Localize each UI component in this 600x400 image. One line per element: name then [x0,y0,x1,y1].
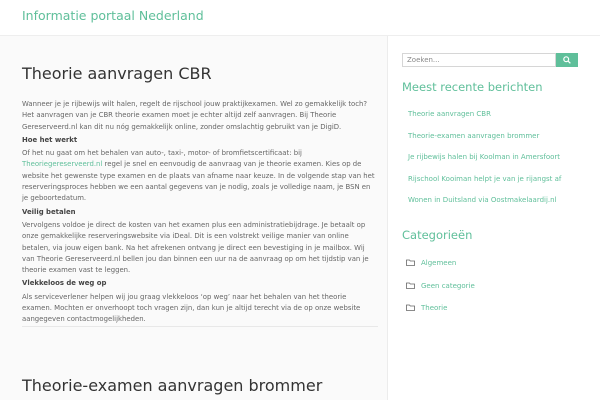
search-form [402,53,578,67]
recent-posts-list [408,110,592,218]
recent-post-item[interactable] [408,132,592,154]
main-content [0,36,388,400]
recent-post-link[interactable]: Je rijbewijs halen bij Koolman in Amersfoort [408,153,561,161]
category-link[interactable]: Algemeen [421,259,457,267]
recent-post-link[interactable]: Wonen in Duitsland via Oostmakelaardij.nl [408,196,557,204]
text-segment: Of het nu gaat om het behalen van auto-, taxi-, motor- of bromfietscertificaat: bij [22,149,302,158]
category-link[interactable]: Geen categorie [421,281,475,290]
paragraph-how-it-works [22,148,378,204]
heading-hoe-het-werkt: Hoe het werkt [22,135,78,144]
categories-title: Categorieën [402,228,473,242]
post2-title[interactable]: Theorie-examen aanvragen brommer [22,376,323,395]
site-title-link[interactable]: Informatie portaal Nederland [22,8,204,23]
recent-posts-title: Meest recente berichten [402,80,543,94]
recent-post-link[interactable]: Rijschool Kooiman helpt je van je rijangst af [408,174,562,183]
theoriegereserveerd-link[interactable]: Theoriegereserveerd.nl [22,160,103,169]
category-item[interactable] [406,259,590,282]
site-header [0,0,600,36]
recent-post-item[interactable] [408,175,592,197]
paragraph-service: Als serviceverlener helpen wij jou graag vlekkeloos ‘op weg’ naar het behalen van het theorie examen. Mochten er onverhoopt toch vragen zijn, dan kun je altijd terecht via de op onze website aangegeven contactmogelijkheden. [22,292,361,324]
folder-icon [406,282,415,289]
folder-icon [406,304,415,311]
folder-icon [406,259,415,266]
post-title[interactable]: Theorie aanvragen CBR [22,64,212,83]
post-body [22,99,378,326]
search-icon [563,56,571,64]
text-segment: regel je snel en eenvoudig de aanvraag van je theorie examen. Kies op de website het gewenste type examen en de plaats van afname naar keuze. In de volgende stap van het reserveringsproces hebben we een aantal gegevens van je nodig, zoals je volledige naam, je BSN en je geboortedatum. [22,160,375,203]
search-button[interactable] [556,53,578,67]
category-link[interactable]: Theorie [421,304,448,312]
post-intro: Wanneer je je rijbewijs wilt halen, regelt de rijschool jouw praktijkexamen. Wel zo gemakkelijk toch? Het aanvragen van je CBR theorie examen moet je echter altijd zelf aanvragen. Bij Theorie Gereserveerd.nl kan dit nu nóg gemakkelijk online, zonder omslachtig gebruikt van je DigiD. [22,100,368,131]
categories-list [406,259,590,327]
post-divider [22,326,378,327]
recent-post-link[interactable]: Theorie aanvragen CBR [408,110,491,118]
recent-post-item[interactable] [408,110,592,132]
category-item[interactable] [406,304,590,327]
heading-veilig-betalen: Veilig betalen [22,207,76,216]
sidebar [400,36,590,400]
category-item[interactable] [406,282,590,305]
recent-post-link[interactable]: Theorie-examen aanvragen brommer [408,131,540,140]
recent-post-item[interactable] [408,153,592,175]
recent-post-item[interactable] [408,196,592,218]
search-input[interactable] [402,53,556,67]
heading-vlekkeloos: Vlekkeloos de weg op [22,279,107,288]
paragraph-payment: Vervolgens voldoe je direct de kosten van het examen plus een administratiebijdrage. Je betaalt op onze gemakkelijke reserveringswebsite via iDeal. Dit is een volstrekt veilige manier van online betalen, via jouw eigen bank. Na het afrekenen ontvang je direct een bevestiging in je mailbox. Wij van Theorie Gereserveerd.nl bellen jou dan binnen een uur na de aanvraag op om het tijdstip van je theorie examen vast te leggen. [22,220,369,275]
post-article [22,64,378,328]
